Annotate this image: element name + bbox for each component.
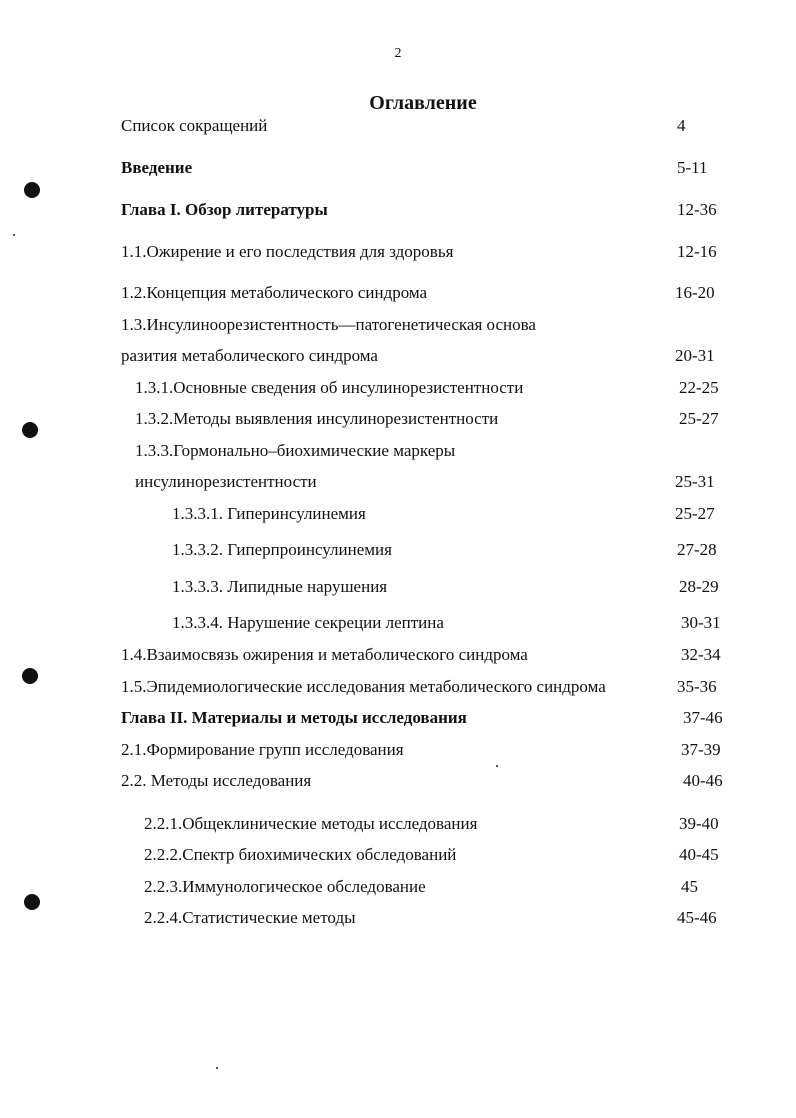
toc-entry-1-4: 1.4.Взаимосвязь ожирения и метаболического синдрома — [121, 645, 528, 664]
toc-entry-2-2-2: 2.2.2.Спектр биохимических обследований — [144, 845, 457, 864]
toc-pages-1-3-3: 25-31 — [675, 472, 715, 491]
toc-pages-2-2-4: 45-46 — [677, 908, 717, 927]
toc-entry-1-3-3-4: 1.3.3.4. Нарушение секреции лептина — [172, 613, 444, 632]
toc-entry-1-5: 1.5.Эпидемиологические исследования метаболического синдрома — [121, 677, 606, 696]
toc-entry-2-2-1: 2.2.1.Общеклинические методы исследования — [144, 814, 478, 833]
toc-entry-chapter-1: Глава I. Обзор литературы — [121, 200, 328, 219]
scan-speck — [13, 234, 15, 236]
toc-pages-introduction: 5-11 — [677, 158, 708, 177]
punch-hole-4 — [24, 894, 40, 910]
page-title: Оглавление — [369, 92, 477, 114]
toc-pages-1-3-1: 22-25 — [679, 378, 719, 397]
toc-entry-1-3-3-1: 1.3.3.1. Гиперинсулинемия — [172, 504, 366, 523]
toc-pages-1-5: 35-36 — [677, 677, 717, 696]
toc-entry-2-2: 2.2. Методы исследования — [121, 771, 312, 790]
toc-pages-2-2-1: 39-40 — [679, 814, 719, 833]
toc-entry-1-3-3-3: 1.3.3.3. Липидные нарушения — [172, 577, 388, 596]
scan-speck — [216, 1067, 218, 1069]
toc-entry-1-3-3-2: 1.3.3.2. Гиперпроинсулинемия — [172, 540, 392, 559]
toc-entry-chapter-2: Глава II. Материалы и методы исследования — [121, 708, 467, 727]
toc-entry-1-3: 1.3.Инсулиноорезистентность—патогенетическая основа — [121, 315, 536, 334]
toc-entry-2-2-4: 2.2.4.Статистические методы — [144, 908, 356, 927]
toc-entry-1-3-3: 1.3.3.Гормонально–биохимические маркеры — [135, 441, 456, 460]
toc-pages-1-3-3-2: 27-28 — [677, 540, 717, 559]
toc-pages-1-3: 20-31 — [675, 346, 715, 365]
toc-pages-2-1: 37-39 — [681, 740, 721, 759]
toc-pages-2-2: 40-46 — [683, 771, 723, 790]
toc-entry-1-3-continued: разития метаболического синдрома — [121, 346, 378, 365]
toc-entry-1-3-1: 1.3.1.Основные сведения об инсулинорезистентности — [135, 378, 524, 397]
toc-pages-1-1: 12-16 — [677, 242, 717, 261]
toc-entry-1-1: 1.1.Ожирение и его последствия для здоровья — [121, 242, 454, 261]
toc-entry-2-1: 2.1.Формирование групп исследования — [121, 740, 404, 759]
toc-pages-chapter-1: 12-36 — [677, 200, 717, 219]
toc-pages-1-4: 32-34 — [681, 645, 721, 664]
punch-hole-1 — [24, 182, 40, 198]
scan-speck — [496, 765, 498, 767]
punch-hole-2 — [22, 422, 38, 438]
punch-hole-3 — [22, 668, 38, 684]
toc-pages-1-3-2: 25-27 — [679, 409, 719, 428]
page-number: 2 — [394, 46, 402, 61]
toc-pages-2-2-3: 45 — [681, 877, 698, 896]
toc-pages-1-3-3-1: 25-27 — [675, 504, 715, 523]
toc-pages-2-2-2: 40-45 — [679, 845, 719, 864]
toc-entry-2-2-3: 2.2.3.Иммунологическое обследование — [144, 877, 426, 896]
toc-entry-1-3-3-continued: инсулинорезистентности — [135, 472, 317, 491]
toc-pages-1-3-3-3: 28-29 — [679, 577, 719, 596]
toc-entry-1-3-2: 1.3.2.Методы выявления инсулинорезистентности — [135, 409, 499, 428]
toc-entry-introduction: Введение — [121, 158, 193, 177]
toc-pages-chapter-2: 37-46 — [683, 708, 723, 727]
toc-pages-abbreviations: 4 — [677, 116, 686, 135]
toc-pages-1-3-3-4: 30-31 — [681, 613, 721, 632]
toc-entry-1-2: 1.2.Концепция метаболического синдрома — [121, 283, 428, 302]
toc-entry-abbreviations: Список сокращений — [121, 116, 268, 135]
toc-pages-1-2: 16-20 — [675, 283, 715, 302]
